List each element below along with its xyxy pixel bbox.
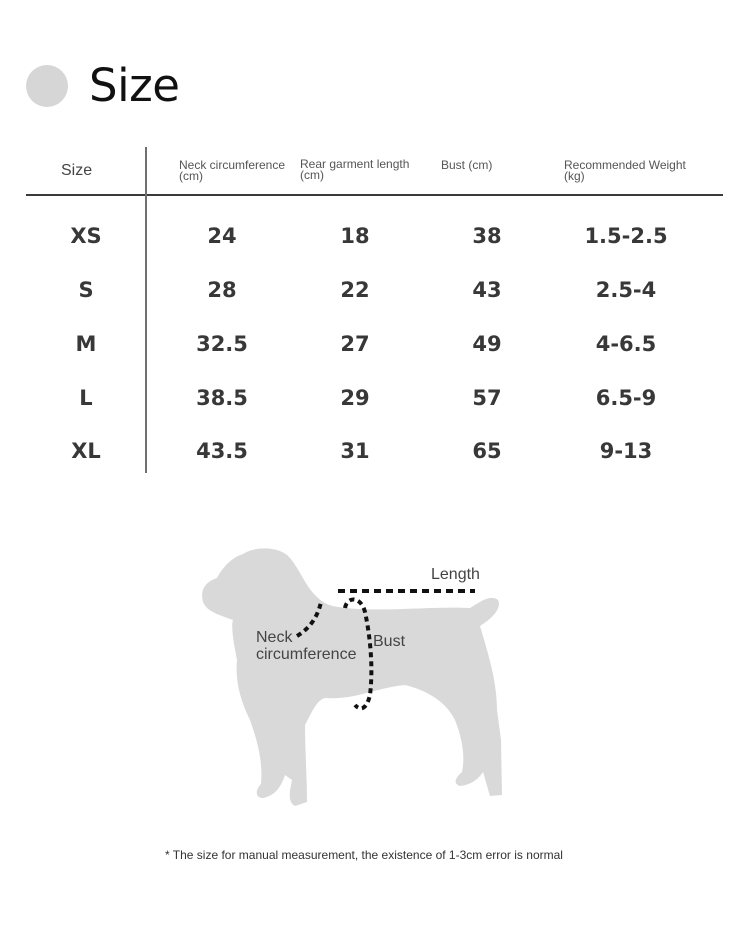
neck-label-line2: circumference: [256, 646, 357, 663]
cell-neck: 43.5: [196, 439, 248, 463]
column-header-neck-label: Neck circumference: [179, 158, 286, 172]
size-column-divider: [145, 147, 147, 473]
cell-length: 31: [340, 439, 370, 463]
neck-label-line1: Neck: [256, 629, 293, 646]
cell-weight: 2.5-4: [595, 278, 657, 302]
column-header-size: Size: [61, 162, 93, 179]
cell-size: M: [75, 332, 97, 356]
cell-weight: 4-6.5: [595, 332, 657, 356]
cell-length: 27: [340, 332, 370, 356]
cell-neck: 32.5: [196, 332, 248, 356]
cell-neck: 38.5: [196, 386, 248, 410]
cell-length: 18: [340, 224, 370, 248]
cell-weight: 1.5-2.5: [584, 224, 668, 248]
cell-neck: 24: [207, 224, 237, 248]
cell-bust: 49: [472, 332, 502, 356]
cell-weight: 9-13: [599, 439, 653, 463]
cell-bust: 43: [472, 278, 502, 302]
cell-size: XS: [70, 224, 102, 248]
cell-bust: 57: [472, 386, 502, 410]
cell-bust: 38: [472, 224, 502, 248]
column-header-weight: [564, 160, 686, 182]
measurement-footnote: * The size for manual measurement, the existence of 1-3cm error is normal: [165, 848, 563, 862]
column-header-neck: [179, 160, 285, 182]
column-header-length-unit: (cm): [300, 168, 324, 182]
page-title-text: Size: [89, 59, 180, 112]
column-header-length-label: Rear garment length: [300, 157, 410, 171]
cell-size: S: [78, 278, 94, 302]
header-divider: [26, 194, 723, 196]
bullet-circle-icon: [26, 65, 68, 107]
cell-bust: 65: [472, 439, 502, 463]
cell-neck: 28: [207, 278, 237, 302]
column-header-bust: Bust (cm): [441, 158, 493, 172]
column-header-length: [300, 159, 409, 181]
column-header-weight-label: Recommended Weight: [564, 158, 686, 172]
cell-weight: 6.5-9: [595, 386, 657, 410]
page-title: [26, 58, 179, 114]
length-label: Length: [431, 566, 480, 583]
bust-label: Bust: [373, 633, 406, 650]
measurement-diagram: [195, 540, 515, 810]
column-header-weight-unit: (kg): [564, 169, 585, 183]
cell-length: 22: [340, 278, 370, 302]
cell-length: 29: [340, 386, 370, 410]
cell-size: XL: [71, 439, 101, 463]
cell-size: L: [79, 386, 93, 410]
column-header-neck-unit: (cm): [179, 169, 203, 183]
